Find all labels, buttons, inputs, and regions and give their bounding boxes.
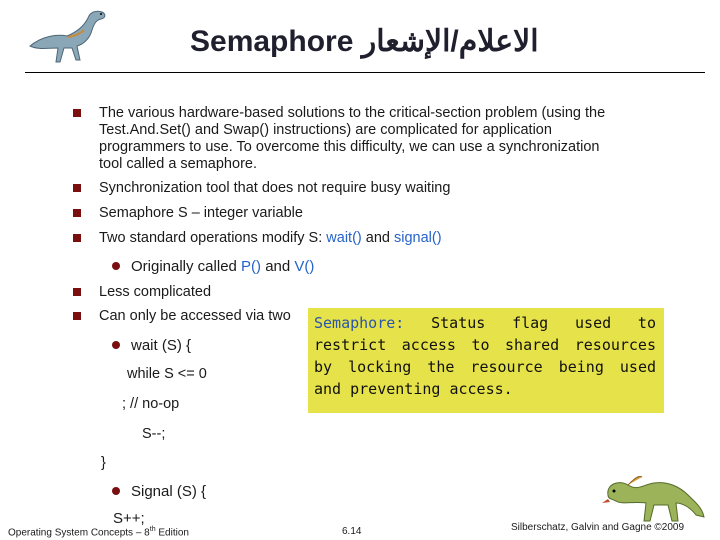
slide-title: Semaphore الاعلام/الإشعار <box>190 25 539 58</box>
title-divider <box>25 72 705 73</box>
p-keyword: P() <box>241 258 262 275</box>
code-while: while S <= 0 <box>127 366 207 382</box>
sub-bullet-marker <box>112 262 120 270</box>
bullet-marker <box>73 288 81 296</box>
footer-edition-sup: th <box>149 526 156 533</box>
code-increment: S++; <box>113 510 145 527</box>
footer-book-title: Operating System Concepts – 8 <box>8 527 150 539</box>
bullet-3: Semaphore S – integer variable <box>99 205 303 221</box>
bullet-marker <box>73 312 81 320</box>
bullet-1-line-1: The various hardware-based solutions to the critical-section problem (using the <box>99 105 606 121</box>
bullet-4 <box>99 230 442 247</box>
footer-edition: Edition <box>155 527 189 539</box>
bullet-can-only: Can only be accessed via two <box>99 308 291 324</box>
bullet-2: Synchronization tool that does not require busy waiting <box>99 180 451 196</box>
semaphore-definition-note <box>308 308 664 413</box>
bullet-marker <box>73 184 81 192</box>
code-decrement: S--; <box>142 426 166 442</box>
bullet-4-text: Two standard operations modify S: <box>99 230 327 246</box>
originally-text: Originally called <box>131 258 242 275</box>
sub-bullet-marker <box>112 487 120 495</box>
code-signal: Signal (S) { <box>131 483 207 500</box>
code-close-brace: } <box>101 455 106 471</box>
bullet-less-complicated: Less complicated <box>99 284 212 300</box>
sub-bullet-originally <box>131 258 314 275</box>
and-text-2: and <box>261 258 295 275</box>
footer-page-number: 6.14 <box>342 526 362 537</box>
dinosaur-icon-bottom <box>598 455 708 525</box>
bullet-1-line-2: Test.And.Set() and Swap() instructions) are complicated for application <box>99 122 552 138</box>
bullet-marker <box>73 234 81 242</box>
footer-left <box>8 526 189 538</box>
code-wait: wait (S) { <box>131 337 192 354</box>
code-noop: ; // no-op <box>122 396 180 412</box>
v-keyword: V() <box>294 258 315 275</box>
bullet-1-line-3: programmers to use. To overcome this difficulty, we can use a synchronization <box>99 139 600 155</box>
note-lead: Semaphore: <box>314 314 405 332</box>
wait-keyword: wait() <box>326 230 362 246</box>
sub-bullet-marker <box>112 341 120 349</box>
and-text: and <box>361 230 394 246</box>
bullet-marker <box>73 109 81 117</box>
note-text: Status flag used to restrict access to shared resources by locking the resource being used and preventing access. <box>314 314 656 398</box>
signal-keyword: signal() <box>394 230 442 246</box>
footer-authors: Silberschatz, Galvin and Gagne ©2009 <box>511 522 685 533</box>
bullet-1-line-4: tool called a semaphore. <box>99 156 257 172</box>
dinosaur-icon-top <box>22 6 112 68</box>
bullet-marker <box>73 209 81 217</box>
